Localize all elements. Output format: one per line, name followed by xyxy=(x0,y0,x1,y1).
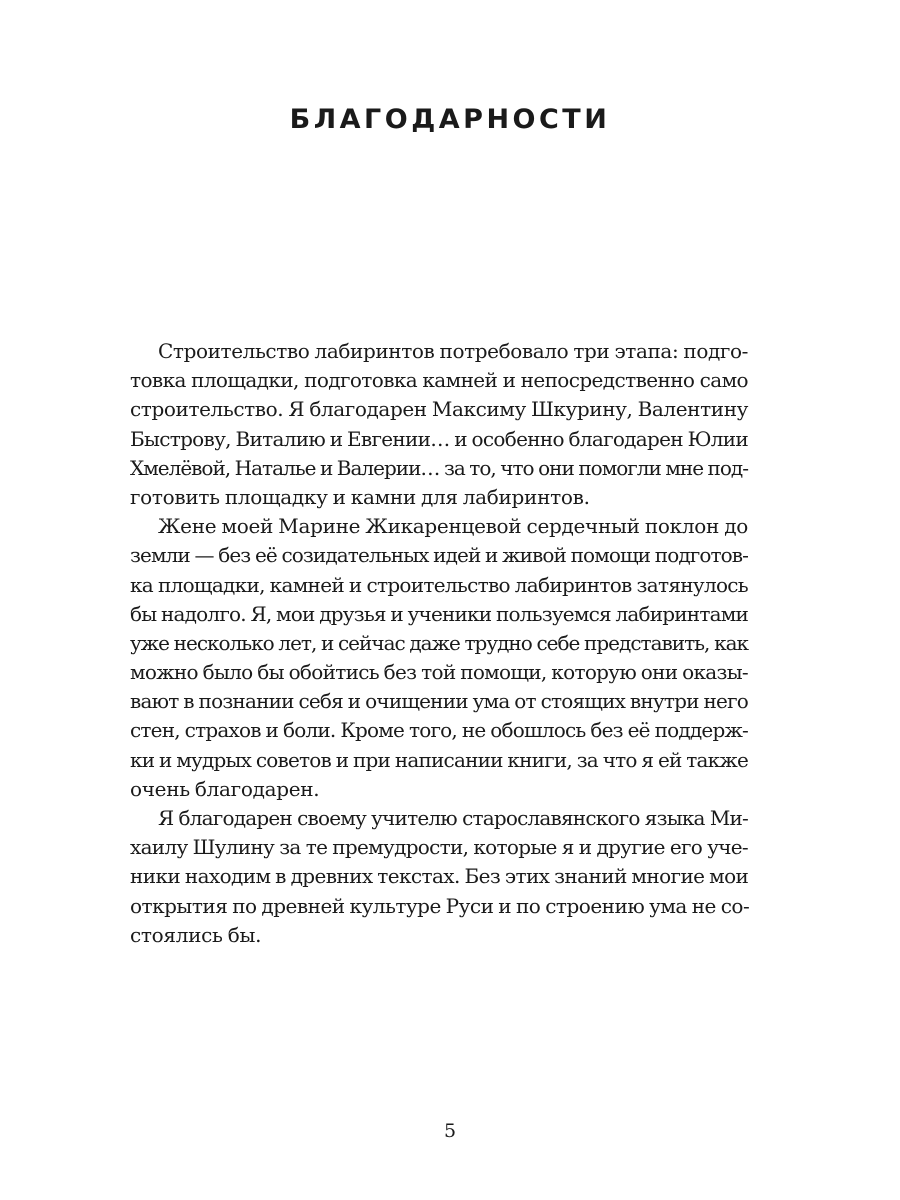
text-line: стен, страхов и боли. Кроме того, не обошлось без её поддерж- xyxy=(130,718,748,743)
text-line: очень благодарен. xyxy=(130,776,320,801)
text-line: строительство. Я благодарен Максиму Шкурину, Валентину xyxy=(130,397,748,422)
page-title: БЛАГОДАРНОСТИ xyxy=(289,104,611,136)
text-line: Быстрову, Виталию и Евгении… и особенно благодарен Юлии xyxy=(130,426,748,451)
text-line: ка площадки, камней и строительство лабиринтов затянулось xyxy=(130,572,748,597)
page-number: 5 xyxy=(443,1120,457,1142)
text-line: Я благодарен своему учителю старославянского языка Ми- xyxy=(158,806,748,830)
text-line: ники находим в древних текстах. Без этих знаний многие мои xyxy=(130,864,749,889)
text-line: открытия по древней культуре Руси и по строению ума не со- xyxy=(130,893,750,918)
text-line: земли — без её созидательных идей и живой помощи подготов- xyxy=(130,543,748,568)
text-line: Жене моей Марине Жикаренцевой сердечный поклон до xyxy=(158,514,748,539)
text-line: готовить площадку и камни для лабиринтов. xyxy=(130,484,590,509)
text-line: Хмелёвой, Наталье и Валерии… за то, что они помогли мне под- xyxy=(130,455,748,480)
text-line: можно было бы обойтись без той помощи, которую они оказы- xyxy=(130,660,748,685)
text-line: стоялись бы. xyxy=(130,922,262,947)
text-line: ки и мудрых советов и при написании книги, за что я ей также xyxy=(130,747,748,772)
paragraph xyxy=(130,337,748,512)
text-line: товка площадки, подготовка камней и непосредственно само xyxy=(130,368,748,393)
text-line: вают в познании себя и очищении ума от стоящих внутри него xyxy=(130,689,748,714)
text-line: бы надолго. Я, мои друзья и ученики пользуемся лабиринтами xyxy=(130,601,748,626)
paragraph xyxy=(130,804,748,950)
body-text xyxy=(130,337,748,950)
text-line: уже несколько лет, и сейчас даже трудно себе представить, как xyxy=(130,630,748,655)
text-line: Строительство лабиринтов потребовало три этапа: подго- xyxy=(158,339,748,363)
text-line: хаилу Шулину за те премудрости, которые я и другие его уче- xyxy=(130,835,748,860)
paragraph xyxy=(130,512,748,804)
